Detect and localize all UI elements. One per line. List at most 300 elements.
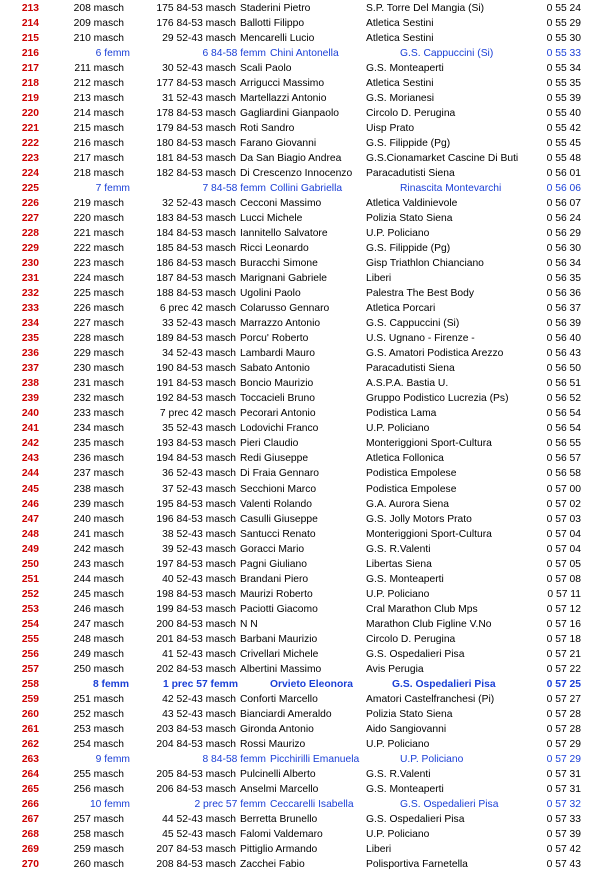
position-cell: 268 (21, 828, 39, 840)
result-row (0, 226, 593, 241)
category-rank-cell: 38 52-43 masch (162, 528, 236, 540)
position-cell: 243 (21, 453, 39, 465)
gender-rank-cell: 254 masch (73, 738, 124, 750)
finish-time-cell: 0 56 39 (546, 318, 581, 330)
position-cell: 218 (21, 78, 39, 90)
finish-time-cell: 0 56 01 (546, 168, 581, 180)
club-cell: G.S. Cappuccini (Si) (366, 318, 460, 330)
position-cell: 262 (21, 738, 39, 750)
result-row (0, 857, 593, 872)
result-row (0, 91, 593, 106)
athlete-name-cell: Paciotti Giacomo (240, 603, 318, 615)
position-cell: 235 (21, 333, 39, 345)
gender-rank-cell: 255 masch (73, 768, 124, 780)
finish-time-cell: 0 55 39 (546, 93, 581, 105)
gender-rank-cell: 251 masch (73, 693, 124, 705)
result-row (0, 632, 593, 647)
result-row (0, 121, 593, 136)
category-rank-cell: 208 84-53 masch (156, 858, 236, 870)
gender-rank-cell: 225 masch (73, 288, 124, 300)
gender-rank-cell: 216 masch (73, 138, 124, 150)
result-row (0, 376, 593, 391)
club-cell: Circolo D. Perugina (366, 108, 456, 120)
club-cell: G.S. Filippide (Pg) (366, 138, 451, 150)
category-rank-cell: 185 84-53 masch (156, 243, 236, 255)
finish-time-cell: 0 57 33 (546, 813, 581, 825)
finish-time-cell: 0 57 29 (546, 753, 581, 765)
result-row (0, 827, 593, 842)
club-cell: Gruppo Podistico Lucrezia (Ps) (366, 393, 509, 405)
position-cell: 215 (21, 33, 39, 45)
category-rank-cell: 196 84-53 masch (156, 513, 236, 525)
position-cell: 245 (21, 483, 39, 495)
athlete-name-cell: Boncio Maurizio (240, 378, 314, 390)
result-row (0, 271, 593, 286)
category-rank-cell: 181 84-53 masch (156, 153, 236, 165)
result-row (0, 61, 593, 76)
athlete-name-cell: Secchioni Marco (240, 483, 317, 495)
club-cell: Liberi (366, 273, 392, 285)
position-cell: 259 (21, 693, 39, 705)
finish-time-cell: 0 56 57 (546, 453, 581, 465)
athlete-name-cell: Lambardi Mauro (240, 348, 315, 360)
position-cell: 261 (21, 723, 39, 735)
position-cell: 236 (21, 348, 39, 360)
finish-time-cell: 0 56 35 (546, 273, 581, 285)
result-row (0, 136, 593, 151)
category-rank-cell: 45 52-43 masch (162, 828, 236, 840)
club-cell: Atletica Follonica (366, 453, 444, 465)
finish-time-cell: 0 55 42 (546, 123, 581, 135)
finish-time-cell: 0 56 29 (546, 228, 581, 240)
athlete-name-cell: Berretta Brunello (240, 813, 318, 825)
position-cell: 257 (21, 663, 39, 675)
gender-rank-cell: 235 masch (73, 438, 124, 450)
gender-rank-cell: 241 masch (73, 528, 124, 540)
finish-time-cell: 0 57 04 (546, 543, 581, 555)
result-row (0, 451, 593, 466)
finish-time-cell: 0 57 32 (546, 798, 581, 810)
gender-rank-cell: 243 masch (73, 558, 124, 570)
result-row (0, 842, 593, 857)
gender-rank-cell: 232 masch (73, 393, 124, 405)
finish-time-cell: 0 57 42 (546, 843, 581, 855)
result-row (0, 196, 593, 211)
athlete-name-cell: Sabato Antonio (240, 363, 310, 375)
club-cell: G.S. Monteaperti (366, 63, 444, 75)
position-cell: 265 (21, 783, 39, 795)
gender-rank-cell: 222 masch (73, 243, 124, 255)
position-cell: 269 (21, 843, 39, 855)
finish-time-cell: 0 56 51 (546, 378, 581, 390)
athlete-name-cell: Mencarelli Lucio (240, 33, 315, 45)
category-rank-cell: 6 prec 42 masch (159, 303, 236, 315)
position-cell: 231 (21, 273, 39, 285)
club-cell: Amatori Castelfranchesi (Pi) (366, 693, 495, 705)
finish-time-cell: 0 56 40 (546, 333, 581, 345)
result-row (0, 466, 593, 481)
finish-time-cell: 0 56 58 (546, 468, 581, 480)
club-cell: Polizia Stato Siena (366, 213, 453, 225)
category-rank-cell: 183 84-53 masch (156, 213, 236, 225)
club-cell: G.S.Cionamarket Cascine Di Buti (366, 153, 519, 165)
gender-rank-cell: 219 masch (73, 198, 124, 210)
club-cell: A.S.P.A. Bastia U. (366, 378, 449, 390)
athlete-name-cell: Albertini Massimo (240, 663, 322, 675)
gender-rank-cell: 259 masch (73, 843, 124, 855)
category-rank-cell: 30 52-43 masch (162, 63, 236, 75)
result-row (0, 316, 593, 331)
club-cell: Aido Sangiovanni (366, 723, 447, 735)
club-cell: Paracadutisti Siena (366, 168, 455, 180)
gender-rank-cell: 236 masch (73, 453, 124, 465)
finish-time-cell: 0 55 33 (546, 48, 581, 60)
finish-time-cell: 0 55 45 (546, 138, 581, 150)
category-rank-cell: 41 52-43 masch (162, 648, 236, 660)
position-cell: 216 (21, 48, 39, 60)
category-rank-cell: 29 52-43 masch (162, 33, 236, 45)
athlete-name-cell: Ceccarelli Isabella (270, 798, 354, 810)
position-cell: 238 (21, 378, 39, 390)
result-row (0, 211, 593, 226)
category-rank-cell: 192 84-53 masch (156, 393, 236, 405)
result-row (0, 361, 593, 376)
category-rank-cell: 197 84-53 masch (156, 558, 236, 570)
category-rank-cell: 7 prec 42 masch (159, 408, 236, 420)
finish-time-cell: 0 57 16 (546, 618, 581, 630)
position-cell: 219 (21, 93, 39, 105)
finish-time-cell: 0 57 04 (546, 528, 581, 540)
gender-rank-cell: 256 masch (73, 783, 124, 795)
position-cell: 233 (21, 303, 39, 315)
position-cell: 256 (21, 648, 39, 660)
club-cell: U.S. Ugnano - Firenze - (366, 333, 475, 345)
category-rank-cell: 7 84-58 femm (202, 183, 266, 195)
finish-time-cell: 0 57 39 (546, 828, 581, 840)
category-rank-cell: 1 prec 57 femm (163, 678, 238, 690)
category-rank-cell: 184 84-53 masch (156, 228, 236, 240)
category-rank-cell: 6 84-58 femm (202, 48, 266, 60)
finish-time-cell: 0 56 55 (546, 438, 581, 450)
gender-rank-cell: 214 masch (73, 108, 124, 120)
gender-rank-cell: 244 masch (73, 573, 124, 585)
position-cell: 246 (21, 498, 39, 510)
gender-rank-cell: 228 masch (73, 333, 124, 345)
gender-rank-cell: 234 masch (73, 423, 124, 435)
finish-time-cell: 0 57 02 (546, 498, 581, 510)
position-cell: 224 (21, 168, 39, 180)
finish-time-cell: 0 57 25 (546, 678, 581, 690)
result-row (0, 331, 593, 346)
athlete-name-cell: Marrazzo Antonio (240, 318, 321, 330)
athlete-name-cell: Pagni Giuliano (240, 558, 307, 570)
club-cell: G.S. Monteaperti (366, 573, 444, 585)
position-cell: 255 (21, 633, 39, 645)
position-cell: 222 (21, 138, 39, 150)
gender-rank-cell: 240 masch (73, 513, 124, 525)
athlete-name-cell: Collini Gabriella (270, 183, 343, 195)
category-rank-cell: 39 52-43 masch (162, 543, 236, 555)
category-rank-cell: 2 prec 57 femm (194, 798, 266, 810)
category-rank-cell: 188 84-53 masch (156, 288, 236, 300)
position-cell: 221 (21, 123, 39, 135)
finish-time-cell: 0 57 21 (546, 648, 581, 660)
gender-rank-cell: 224 masch (73, 273, 124, 285)
club-cell: G.S. R.Valenti (366, 768, 431, 780)
position-cell: 251 (21, 573, 39, 585)
club-cell: G.S. Monteaperti (366, 783, 444, 795)
finish-time-cell: 0 57 08 (546, 573, 581, 585)
result-row (0, 166, 593, 181)
club-cell: G.S. Cappuccini (Si) (400, 48, 494, 60)
result-row (0, 752, 593, 767)
club-cell: Polizia Stato Siena (366, 708, 453, 720)
athlete-name-cell: Chini Antonella (270, 48, 339, 60)
club-cell: Monteriggioni Sport-Cultura (366, 528, 492, 540)
category-rank-cell: 32 52-43 masch (162, 198, 236, 210)
club-cell: Gisp Triathlon Chianciano (366, 258, 484, 270)
category-rank-cell: 194 84-53 masch (156, 453, 236, 465)
athlete-name-cell: Picchirilli Emanuela (270, 753, 360, 765)
result-row (0, 181, 593, 196)
result-row (0, 106, 593, 121)
result-row (0, 572, 593, 587)
club-cell: G.S. Ospedalieri Pisa (400, 798, 499, 810)
result-row (0, 782, 593, 797)
gender-rank-cell: 7 femm (95, 183, 130, 195)
club-cell: G.S. Amatori Podistica Arezzo (366, 348, 504, 360)
gender-rank-cell: 249 masch (73, 648, 124, 660)
finish-time-cell: 0 57 28 (546, 708, 581, 720)
finish-time-cell: 0 56 24 (546, 213, 581, 225)
result-row (0, 767, 593, 782)
athlete-name-cell: Ricci Leonardo (240, 243, 309, 255)
finish-time-cell: 0 57 05 (546, 558, 581, 570)
position-cell: 260 (21, 708, 39, 720)
athlete-name-cell: Farano Giovanni (240, 138, 317, 150)
category-rank-cell: 186 84-53 masch (156, 258, 236, 270)
gender-rank-cell: 210 masch (73, 33, 124, 45)
category-rank-cell: 33 52-43 masch (162, 318, 236, 330)
club-cell: G.S. Ospedalieri Pisa (392, 678, 496, 690)
athlete-name-cell: Maurizi Roberto (240, 588, 313, 600)
result-row (0, 737, 593, 752)
gender-rank-cell: 238 masch (73, 483, 124, 495)
club-cell: U.P. Policiano (366, 423, 430, 435)
result-row (0, 16, 593, 31)
gender-rank-cell: 209 masch (73, 18, 124, 30)
gender-rank-cell: 221 masch (73, 228, 124, 240)
club-cell: Podistica Empolese (366, 468, 457, 480)
finish-time-cell: 0 56 50 (546, 363, 581, 375)
finish-time-cell: 0 55 29 (546, 18, 581, 30)
gender-rank-cell: 250 masch (73, 663, 124, 675)
finish-time-cell: 0 56 37 (546, 303, 581, 315)
category-rank-cell: 36 52-43 masch (162, 468, 236, 480)
club-cell: Uisp Prato (366, 123, 415, 135)
finish-time-cell: 0 55 35 (546, 78, 581, 90)
gender-rank-cell: 260 masch (73, 858, 124, 870)
finish-time-cell: 0 57 00 (546, 483, 581, 495)
gender-rank-cell: 218 masch (73, 168, 124, 180)
club-cell: Libertas Siena (366, 558, 432, 570)
category-rank-cell: 8 84-58 femm (202, 753, 266, 765)
athlete-name-cell: Casulli Giuseppe (240, 513, 318, 525)
athlete-name-cell: Cecconi Massimo (240, 198, 322, 210)
gender-rank-cell: 8 femm (92, 678, 129, 690)
category-rank-cell: 177 84-53 masch (156, 78, 236, 90)
result-row (0, 542, 593, 557)
club-cell: Marathon Club Figline V.No (366, 618, 492, 630)
position-cell: 254 (21, 618, 39, 630)
athlete-name-cell: Di Crescenzo Innocenzo (240, 168, 353, 180)
result-row (0, 31, 593, 46)
club-cell: Rinascita Montevarchi (400, 183, 502, 195)
gender-rank-cell: 242 masch (73, 543, 124, 555)
finish-time-cell: 0 56 54 (546, 423, 581, 435)
results-list (0, 1, 593, 872)
gender-rank-cell: 233 masch (73, 408, 124, 420)
gender-rank-cell: 226 masch (73, 303, 124, 315)
athlete-name-cell: Pieri Claudio (240, 438, 299, 450)
finish-time-cell: 0 55 48 (546, 153, 581, 165)
athlete-name-cell: Arrigucci Massimo (240, 78, 325, 90)
position-cell: 242 (21, 438, 39, 450)
position-cell: 240 (21, 408, 39, 420)
gender-rank-cell: 245 masch (73, 588, 124, 600)
athlete-name-cell: Orvieto Eleonora (270, 678, 353, 690)
gender-rank-cell: 9 femm (95, 753, 130, 765)
category-rank-cell: 195 84-53 masch (156, 498, 236, 510)
result-row (0, 391, 593, 406)
result-row (0, 301, 593, 316)
result-row (0, 647, 593, 662)
club-cell: Palestra The Best Body (366, 288, 474, 300)
athlete-name-cell: Roti Sandro (240, 123, 295, 135)
finish-time-cell: 0 57 27 (546, 693, 581, 705)
club-cell: Podistica Empolese (366, 483, 457, 495)
category-rank-cell: 193 84-53 masch (156, 438, 236, 450)
result-row (0, 1, 593, 16)
finish-time-cell: 0 57 03 (546, 513, 581, 525)
finish-time-cell: 0 57 31 (546, 768, 581, 780)
club-cell: U.P. Policiano (366, 228, 430, 240)
athlete-name-cell: Buracchi Simone (240, 258, 318, 270)
position-cell: 252 (21, 588, 39, 600)
finish-time-cell: 0 56 36 (546, 288, 581, 300)
athlete-name-cell: Scali Paolo (240, 63, 292, 75)
athlete-name-cell: Barbani Maurizio (240, 633, 318, 645)
category-rank-cell: 44 52-43 masch (162, 813, 236, 825)
club-cell: G.S. Morianesi (366, 93, 435, 105)
club-cell: Avis Perugia (366, 663, 424, 675)
position-cell: 228 (21, 228, 39, 240)
category-rank-cell: 187 84-53 masch (156, 273, 236, 285)
club-cell: U.P. Policiano (366, 588, 430, 600)
athlete-name-cell: Conforti Marcello (240, 693, 318, 705)
athlete-name-cell: Lucci Michele (240, 213, 303, 225)
category-rank-cell: 35 52-43 masch (162, 423, 236, 435)
club-cell: Liberi (366, 843, 392, 855)
category-rank-cell: 207 84-53 masch (156, 843, 236, 855)
club-cell: Cral Marathon Club Mps (366, 603, 478, 615)
club-cell: S.P. Torre Del Mangia (Si) (366, 3, 485, 14)
gender-rank-cell: 258 masch (73, 828, 124, 840)
athlete-name-cell: Rossi Maurizo (240, 738, 306, 750)
club-cell: Paracadutisti Siena (366, 363, 455, 375)
position-cell: 225 (21, 183, 39, 195)
result-row (0, 617, 593, 632)
category-rank-cell: 43 52-43 masch (162, 708, 236, 720)
finish-time-cell: 0 57 43 (546, 858, 581, 870)
club-cell: G.S. Jolly Motors Prato (366, 513, 472, 525)
category-rank-cell: 191 84-53 masch (156, 378, 236, 390)
finish-time-cell: 0 56 54 (546, 408, 581, 420)
position-cell: 214 (21, 18, 39, 30)
club-cell: G.S. Ospedalieri Pisa (366, 813, 465, 825)
result-row (0, 527, 593, 542)
athlete-name-cell: Toccacieli Bruno (240, 393, 315, 405)
gender-rank-cell: 237 masch (73, 468, 124, 480)
athlete-name-cell: Pecorari Antonio (240, 408, 316, 420)
position-cell: 247 (21, 513, 39, 525)
gender-rank-cell: 230 masch (73, 363, 124, 375)
position-cell: 264 (21, 768, 39, 780)
athlete-name-cell: Goracci Mario (240, 543, 305, 555)
result-row (0, 797, 593, 812)
club-cell: Monteriggioni Sport-Cultura (366, 438, 492, 450)
position-cell: 270 (21, 858, 39, 870)
athlete-name-cell: Falomi Valdemaro (240, 828, 323, 840)
category-rank-cell: 37 52-43 masch (162, 483, 236, 495)
gender-rank-cell: 257 masch (73, 813, 124, 825)
club-cell: Podistica Lama (366, 408, 437, 420)
athlete-name-cell: Crivellari Michele (240, 648, 319, 660)
club-cell: G.S. R.Valenti (366, 543, 431, 555)
position-cell: 258 (21, 678, 39, 690)
category-rank-cell: 199 84-53 masch (156, 603, 236, 615)
position-cell: 239 (21, 393, 39, 405)
category-rank-cell: 40 52-43 masch (162, 573, 236, 585)
gender-rank-cell: 231 masch (73, 378, 124, 390)
category-rank-cell: 31 52-43 masch (162, 93, 236, 105)
gender-rank-cell: 213 masch (73, 93, 124, 105)
club-cell: Atletica Sestini (366, 33, 434, 45)
result-row (0, 497, 593, 512)
athlete-name-cell: Anselmi Marcello (240, 783, 319, 795)
club-cell: Circolo D. Perugina (366, 633, 456, 645)
position-cell: 213 (21, 3, 39, 14)
athlete-name-cell: Bianciardi Ameraldo (240, 708, 332, 720)
category-rank-cell: 179 84-53 masch (156, 123, 236, 135)
position-cell: 266 (21, 798, 39, 810)
result-row (0, 677, 593, 692)
gender-rank-cell: 248 masch (73, 633, 124, 645)
finish-time-cell: 0 57 28 (546, 723, 581, 735)
athlete-name-cell: Iannitello Salvatore (240, 228, 328, 240)
category-rank-cell: 202 84-53 masch (156, 663, 236, 675)
position-cell: 248 (21, 528, 39, 540)
gender-rank-cell: 212 masch (73, 78, 124, 90)
result-row (0, 662, 593, 677)
position-cell: 250 (21, 558, 39, 570)
athlete-name-cell: Gagliardini Gianpaolo (240, 108, 340, 120)
category-rank-cell: 204 84-53 masch (156, 738, 236, 750)
category-rank-cell: 34 52-43 masch (162, 348, 236, 360)
athlete-name-cell: Redi Giuseppe (240, 453, 309, 465)
athlete-name-cell: Staderini Pietro (240, 3, 311, 14)
athlete-name-cell: Lodovichi Franco (240, 423, 319, 435)
